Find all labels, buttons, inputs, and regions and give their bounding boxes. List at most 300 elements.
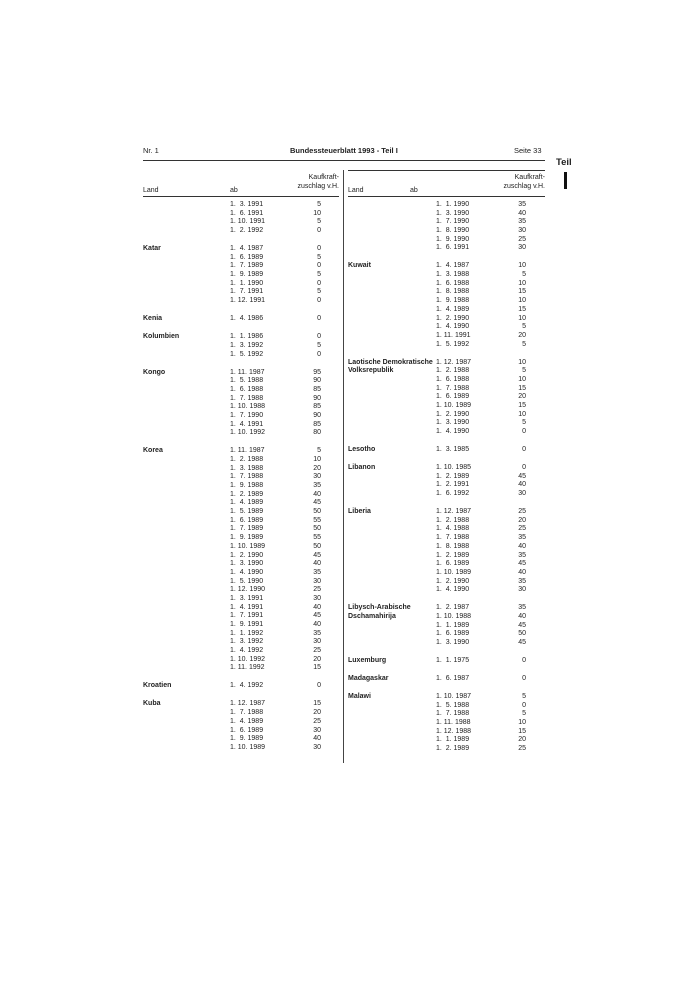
table-row [143, 543, 339, 552]
surcharge-value: 35 [518, 604, 526, 612]
country-entry [348, 693, 545, 754]
surcharge-value: 20 [518, 331, 526, 339]
effective-date: 1. 3. 1985 [436, 446, 470, 454]
country-name: Kongo [143, 368, 166, 376]
effective-date: 1. 1. 1990 [436, 201, 470, 208]
surcharge-value: 0 [522, 446, 526, 454]
table-row [143, 621, 339, 630]
effective-date: 1. 3. 1991 [230, 201, 264, 208]
table-row [348, 359, 545, 368]
table-row [143, 586, 339, 595]
table-row [348, 490, 545, 499]
table-row [143, 517, 339, 526]
surcharge-value: 40 [518, 612, 526, 620]
effective-date: 1. 7. 1988 [436, 534, 470, 542]
country-entry [143, 682, 339, 691]
table-row [143, 534, 339, 543]
effective-date: 1. 4. 1987 [436, 262, 470, 270]
surcharge-value: 90 [313, 377, 321, 385]
effective-date: 1. 11. 1987 [230, 368, 265, 376]
surcharge-value: 10 [313, 455, 321, 463]
table-row [348, 341, 545, 350]
surcharge-value: 90 [313, 411, 321, 419]
table-row [348, 639, 545, 648]
effective-date: 1. 7. 1988 [230, 473, 264, 481]
page-number: Nr. 1 [143, 146, 159, 155]
effective-date: 1. 7. 1989 [230, 262, 264, 270]
effective-date: 1. 5. 1992 [230, 350, 264, 358]
table-row [348, 280, 545, 289]
effective-date: 1. 6. 1989 [436, 630, 470, 638]
table-row [348, 525, 545, 534]
table-row [348, 517, 545, 526]
surcharge-value: 0 [317, 682, 321, 690]
column-divider [343, 170, 344, 763]
effective-date: 1. 10. 1988 [436, 612, 472, 620]
table-row [348, 271, 545, 280]
country-entry [143, 315, 339, 324]
country-entry [143, 201, 339, 236]
table-row [348, 586, 545, 595]
table-row [348, 613, 545, 622]
table-row [348, 402, 545, 411]
surcharge-value: 15 [313, 664, 321, 672]
effective-date: 1. 9. 1988 [436, 297, 470, 305]
effective-date: 1. 8. 1988 [436, 542, 470, 550]
table-row [348, 393, 545, 402]
surcharge-value: 35 [518, 534, 526, 542]
surcharge-value: 5 [317, 218, 321, 226]
surcharge-value: 40 [518, 481, 526, 489]
table-row [143, 218, 339, 227]
surcharge-value: 15 [518, 288, 526, 296]
surcharge-value: 10 [518, 297, 526, 305]
effective-date: 1. 2. 1987 [436, 604, 470, 612]
effective-date: 1. 5. 1990 [230, 577, 264, 585]
country-name: Liberia [348, 508, 371, 516]
country-name: Madagaskar [348, 675, 389, 682]
surcharge-value: 95 [313, 368, 321, 376]
table-row [143, 429, 339, 438]
country-name: Katar [143, 245, 161, 253]
surcharge-value: 40 [313, 621, 321, 629]
surcharge-value: 25 [518, 235, 526, 243]
surcharge-value: 30 [313, 743, 321, 751]
surcharge-value: 30 [518, 227, 526, 235]
effective-date: 1. 6. 1989 [230, 726, 264, 734]
effective-date: 1. 9. 1988 [230, 482, 264, 490]
table-row [348, 210, 545, 219]
country-name: Kuwait [348, 262, 371, 270]
table-row [348, 693, 545, 702]
effective-date: 1. 1. 1989 [436, 736, 470, 744]
effective-date: 1. 10. 1988 [230, 403, 266, 411]
table-row [348, 728, 545, 737]
surcharge-value: 5 [317, 447, 321, 455]
surcharge-value: 25 [313, 647, 321, 655]
surcharge-value: 30 [518, 244, 526, 252]
surcharge-value: 5 [317, 271, 321, 279]
surcharge-value: 40 [313, 603, 321, 611]
effective-date: 1. 12. 1990 [230, 586, 266, 594]
surcharge-value: 35 [518, 577, 526, 585]
country-entry [348, 675, 545, 684]
surcharge-value: 0 [522, 428, 526, 436]
surcharge-value: 10 [313, 209, 321, 217]
effective-date: 1. 2. 1990 [436, 577, 470, 585]
table-row [143, 456, 339, 465]
effective-date: 1. 2. 1989 [436, 551, 470, 559]
effective-date: 1. 3. 1990 [436, 639, 470, 647]
effective-date: 1. 1. 1990 [230, 279, 264, 287]
effective-date: 1. 4. 1990 [436, 323, 470, 331]
effective-date: 1. 5. 1989 [230, 508, 264, 516]
surcharge-value: 50 [313, 542, 321, 550]
surcharge-value: 0 [317, 315, 321, 323]
table-row [348, 262, 545, 271]
effective-date: 1. 5. 1992 [436, 340, 470, 348]
surcharge-value: 45 [518, 560, 526, 568]
effective-date: 1. 9. 1991 [230, 621, 264, 629]
country-name: Libysch-Arabische Dschamahirija [348, 604, 411, 620]
table-row [348, 481, 545, 490]
effective-date: 1. 3. 1988 [230, 464, 264, 472]
header-ab: ab [410, 187, 418, 194]
effective-date: 1. 7. 1988 [436, 384, 470, 392]
surcharge-value: 30 [313, 594, 321, 602]
surcharge-value: 50 [518, 630, 526, 638]
surcharge-value: 30 [518, 490, 526, 498]
effective-date: 1. 3. 1990 [436, 209, 470, 217]
effective-date: 1. 10. 1989 [230, 542, 266, 550]
surcharge-value: 50 [313, 525, 321, 533]
table-row [143, 718, 339, 727]
surcharge-value: 0 [317, 227, 321, 235]
table-row [143, 604, 339, 613]
country-entry [348, 262, 545, 349]
header-ab: ab [230, 187, 238, 194]
surcharge-value: 15 [313, 700, 321, 708]
effective-date: 1. 5. 1988 [230, 377, 264, 385]
table-row [143, 744, 339, 753]
effective-date: 1. 7. 1990 [436, 218, 470, 226]
surcharge-value: 5 [522, 340, 526, 348]
table-row [143, 709, 339, 718]
effective-date: 1. 7. 1988 [230, 709, 264, 717]
surcharge-value: 35 [313, 629, 321, 637]
header-land: Land [348, 187, 364, 194]
table-row [143, 403, 339, 412]
table-row [348, 578, 545, 587]
table-row [143, 569, 339, 578]
effective-date: 1. 12. 1988 [436, 727, 472, 735]
header-land: Land [143, 187, 159, 194]
country-name: Luxemburg [348, 657, 387, 665]
surcharge-value: 40 [518, 568, 526, 576]
effective-date: 1. 2. 1988 [436, 367, 470, 375]
left-table-header [143, 170, 339, 198]
surcharge-value: 90 [313, 394, 321, 402]
surcharge-value: 40 [313, 490, 321, 498]
table-row [143, 245, 339, 254]
effective-date: 1. 10. 1989 [436, 402, 472, 410]
table-row [348, 604, 545, 613]
effective-date: 1. 7. 1991 [230, 288, 264, 296]
surcharge-value: 5 [522, 692, 526, 700]
country-entry [143, 447, 339, 673]
header-kaufkraft [279, 173, 339, 191]
side-marker-bar [564, 172, 567, 189]
surcharge-value: 15 [518, 727, 526, 735]
effective-date: 1. 7. 1989 [230, 525, 264, 533]
surcharge-value: 30 [518, 586, 526, 594]
effective-date: 1. 6. 1989 [230, 516, 264, 524]
table-row [143, 262, 339, 271]
surcharge-value: 85 [313, 403, 321, 411]
surcharge-value: 0 [522, 657, 526, 665]
surcharge-value: 55 [313, 534, 321, 542]
effective-date: 1. 12. 1991 [230, 297, 266, 305]
surcharge-value: 45 [518, 472, 526, 480]
effective-date: 1. 7. 1991 [230, 612, 264, 620]
table-row [143, 491, 339, 500]
effective-date: 1. 12. 1987 [436, 358, 472, 366]
effective-date: 1. 2. 1992 [230, 227, 264, 235]
surcharge-value: 5 [317, 201, 321, 208]
effective-date: 1. 2. 1990 [230, 551, 264, 559]
country-entry [348, 446, 545, 455]
table-row [143, 638, 339, 647]
left-entries [143, 201, 339, 762]
effective-date: 1. 4. 1989 [230, 499, 264, 507]
effective-date: 1. 6. 1988 [436, 375, 470, 383]
effective-date: 1. 12. 1987 [230, 700, 266, 708]
effective-date: 1. 7. 1988 [230, 394, 264, 402]
country-entry [143, 700, 339, 752]
effective-date: 1. 8. 1988 [436, 288, 470, 296]
effective-date: 1. 9. 1990 [436, 235, 470, 243]
surcharge-value: 85 [313, 420, 321, 428]
table-row [348, 201, 545, 210]
table-row [348, 622, 545, 631]
table-row [143, 412, 339, 421]
table-row [348, 710, 545, 719]
country-entry [348, 604, 545, 647]
table-row [348, 736, 545, 745]
effective-date: 1. 2. 1989 [436, 472, 470, 480]
effective-date: 1. 4. 1990 [436, 586, 470, 594]
surcharge-value: 10 [518, 314, 526, 322]
header-kaufkraft-line2: zuschlag v.H. [503, 183, 545, 190]
country-name: Libanon [348, 464, 376, 472]
effective-date: 1. 2. 1989 [230, 490, 264, 498]
table-row [348, 385, 545, 394]
table-row [348, 376, 545, 385]
effective-date: 1. 1. 1975 [436, 657, 470, 665]
effective-date: 1. 4. 1989 [230, 717, 264, 725]
table-row [348, 534, 545, 543]
table-row [143, 612, 339, 621]
surcharge-value: 35 [518, 218, 526, 226]
effective-date: 1. 3. 1990 [230, 560, 264, 568]
table-row [348, 428, 545, 437]
effective-date: 1. 9. 1989 [230, 271, 264, 279]
surcharge-value: 35 [518, 551, 526, 559]
effective-date: 1. 2. 1988 [436, 516, 470, 524]
table-row [143, 280, 339, 289]
country-entry [143, 333, 339, 359]
effective-date: 1. 1. 1989 [436, 621, 470, 629]
header-kaufkraft [485, 173, 545, 191]
table-row [348, 702, 545, 711]
effective-date: 1. 2. 1988 [230, 455, 264, 463]
surcharge-value: 0 [522, 701, 526, 709]
table-row [348, 332, 545, 341]
table-row [143, 727, 339, 736]
table-row [143, 508, 339, 517]
table-row [348, 657, 545, 666]
surcharge-value: 15 [518, 384, 526, 392]
header-kaufkraft-line2: zuschlag v.H. [297, 183, 339, 190]
country-name: Korea [143, 447, 163, 455]
surcharge-value: 40 [518, 542, 526, 550]
effective-date: 1. 6. 1989 [436, 393, 470, 401]
effective-date: 1. 4. 1988 [436, 525, 470, 533]
table-row [348, 315, 545, 324]
country-entry [348, 657, 545, 666]
surcharge-value: 5 [317, 253, 321, 261]
surcharge-value: 45 [313, 612, 321, 620]
table-row [348, 508, 545, 517]
effective-date: 1. 10. 1985 [436, 464, 472, 472]
table-row [143, 595, 339, 604]
surcharge-value: 85 [313, 385, 321, 393]
effective-date: 1. 6. 1988 [230, 385, 264, 393]
surcharge-value: 45 [313, 551, 321, 559]
table-row [348, 236, 545, 245]
table-row [348, 227, 545, 236]
surcharge-value: 35 [313, 482, 321, 490]
table-row [143, 201, 339, 210]
effective-date: 1. 10. 1992 [230, 655, 266, 663]
surcharge-value: 20 [518, 393, 526, 401]
effective-date: 1. 10. 1992 [230, 429, 266, 437]
country-entry [348, 201, 545, 253]
country-name: Kuba [143, 700, 161, 708]
table-row [143, 525, 339, 534]
surcharge-value: 25 [313, 717, 321, 725]
table-row [348, 323, 545, 332]
surcharge-value: 5 [522, 323, 526, 331]
header-kaufkraft-line1: Kaufkraft- [308, 174, 339, 181]
country-name: Kenia [143, 315, 163, 323]
effective-date: 1. 4. 1992 [230, 682, 264, 690]
table-row [143, 377, 339, 386]
effective-date: 1. 4. 1990 [230, 568, 264, 576]
table-row [143, 465, 339, 474]
effective-date: 1. 1. 1992 [230, 629, 264, 637]
table-row [348, 297, 545, 306]
table-row [348, 288, 545, 297]
surcharge-value: 20 [313, 655, 321, 663]
effective-date: 1. 6. 1989 [230, 253, 264, 261]
surcharge-value: 55 [313, 516, 321, 524]
country-name: Kroatien [143, 682, 172, 690]
effective-date: 1. 11. 1987 [230, 447, 265, 455]
surcharge-value: 10 [518, 358, 526, 366]
table-row [143, 227, 339, 236]
table-row [348, 473, 545, 482]
table-row [143, 560, 339, 569]
table-row [143, 369, 339, 378]
surcharge-value: 10 [518, 375, 526, 383]
table-row [143, 735, 339, 744]
table-row [143, 630, 339, 639]
effective-date: 1. 10. 1987 [436, 692, 472, 700]
surcharge-value: 5 [317, 288, 321, 296]
surcharge-value: 45 [518, 621, 526, 629]
table-row [348, 244, 545, 253]
surcharge-value: 0 [317, 262, 321, 270]
table-row [348, 218, 545, 227]
surcharge-value: 35 [313, 568, 321, 576]
table-row [143, 297, 339, 306]
surcharge-value: 0 [522, 464, 526, 472]
table-row [348, 419, 545, 428]
surcharge-value: 5 [522, 271, 526, 279]
table-row [143, 254, 339, 263]
table-row [143, 647, 339, 656]
effective-date: 1. 4. 1991 [230, 603, 264, 611]
surcharge-value: 10 [518, 262, 526, 270]
effective-date: 1. 6. 1992 [436, 490, 470, 498]
publication-title: Bundessteuerblatt 1993 - Teil I [290, 146, 398, 155]
surcharge-value: 20 [313, 464, 321, 472]
table-row [348, 560, 545, 569]
surcharge-value: 0 [317, 350, 321, 358]
table-row [348, 552, 545, 561]
table-row [348, 464, 545, 473]
effective-date: 1. 4. 1987 [230, 245, 264, 253]
surcharge-value: 25 [313, 586, 321, 594]
country-entry [143, 369, 339, 439]
effective-date: 1. 4. 1991 [230, 420, 264, 428]
effective-date: 1. 3. 1991 [230, 594, 264, 602]
table-row [348, 569, 545, 578]
surcharge-value: 0 [317, 279, 321, 287]
effective-date: 1. 11. 1992 [230, 664, 265, 672]
table-row [143, 386, 339, 395]
table-row [348, 719, 545, 728]
surcharge-value: 35 [518, 201, 526, 208]
effective-date: 1. 12. 1987 [436, 508, 472, 516]
surcharge-value: 50 [313, 508, 321, 516]
table-row [143, 700, 339, 709]
effective-date: 1. 3. 1990 [436, 419, 470, 427]
surcharge-value: 25 [518, 745, 526, 753]
table-row [143, 473, 339, 482]
table-row [348, 446, 545, 455]
side-label: Teil [556, 157, 572, 168]
table-row [348, 411, 545, 420]
table-row [143, 342, 339, 351]
effective-date: 1. 4. 1986 [230, 315, 264, 323]
surcharge-value: 5 [522, 367, 526, 375]
surcharge-value: 10 [518, 410, 526, 418]
effective-date: 1. 10. 1989 [230, 743, 266, 751]
surcharge-value: 20 [518, 516, 526, 524]
surcharge-value: 15 [518, 305, 526, 313]
